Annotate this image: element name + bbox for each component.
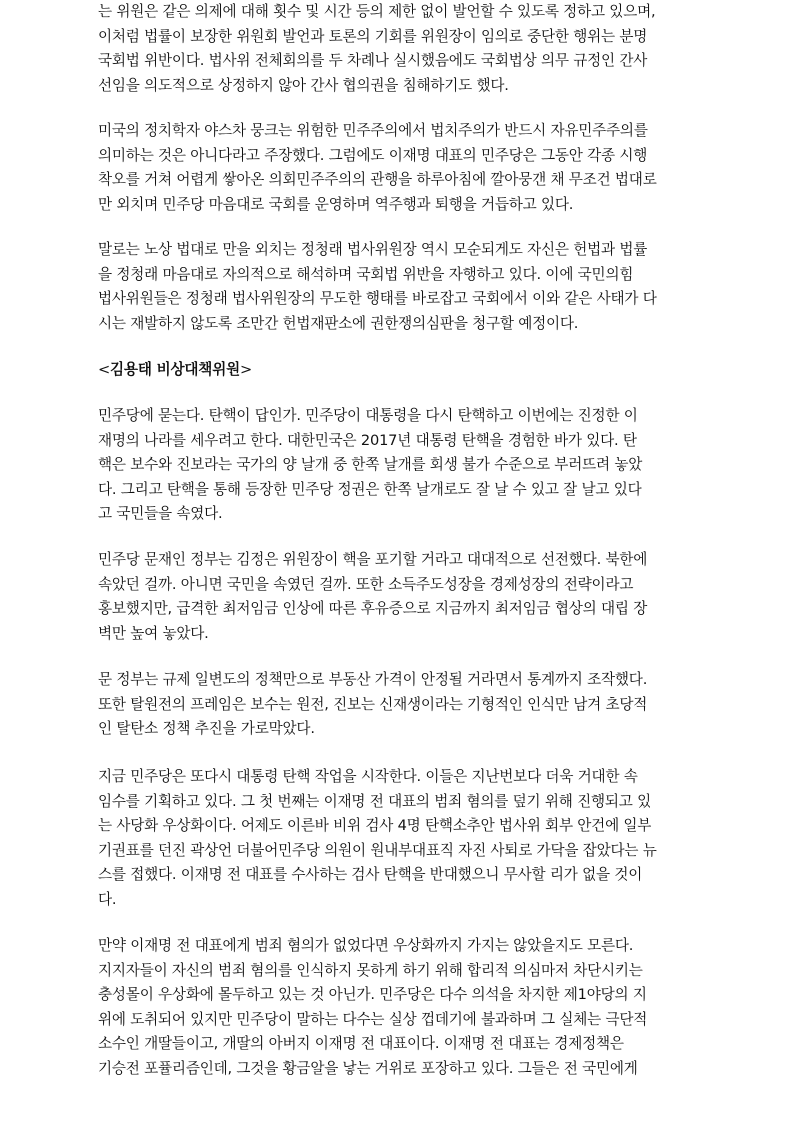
text-line: 소수인 개딸들이고, 개딸의 아버지 이재명 전 대표이다. 이재명 전 대표는 경제정책은 <box>98 1035 624 1053</box>
text-line: 는 위원은 같은 의제에 대해 횟수 및 시간 등의 제한 없이 발언할 수 있도록 정하고 있으며, <box>98 3 656 20</box>
text-line: 국회법 위반이다. 법사위 전체회의를 두 차례나 실시했음에도 국회법상 의무 규정인 간사 <box>98 52 648 70</box>
text-line: 만 외치며 민주당 마음대로 국회를 운영하며 역주행과 퇴행을 거듭하고 있다. <box>98 195 574 213</box>
text-line: 법사위원들은 정청래 법사위원장의 무도한 행태를 바로잡고 국회에서 이와 같은 사태가 다 <box>98 290 657 308</box>
paragraph <box>98 404 642 527</box>
text-line: 민주당에 묻는다. 탄핵이 답인가. 민주당이 대통령을 다시 탄핵하고 이번에는 진정한 이 <box>98 407 638 424</box>
text-line: 재명의 나라를 세우려고 한다. 대한민국은 2017년 대통령 탄핵을 경험한 바가 있다. 탄 <box>98 431 637 449</box>
text-line: 핵은 보수와 진보라는 국가의 양 날개 중 한쪽 날개를 회생 불가 수준으로 부러뜨려 놓았 <box>98 456 643 474</box>
text-line: 의미하는 것은 아니다라고 주장했다. 그럼에도 이재명 대표의 민주당은 그동안 각종 시행 <box>98 146 648 164</box>
text-line: 만약 이재명 전 대표에게 범죄 혐의가 없었다면 우상화까지 가지는 않았을지도 모른다. <box>98 937 634 954</box>
text-line: 말로는 노상 법대로 만을 외치는 정청래 법사위원장 역시 모순되게도 자신은 헌법과 법률 <box>98 241 648 258</box>
section-heading <box>98 358 252 383</box>
text-line: 미국의 정치학자 야스차 뭉크는 위험한 민주주의에서 법치주의가 반드시 자유민주주의를 <box>98 122 648 139</box>
paragraph <box>98 238 657 336</box>
text-line: 임수를 기획하고 있다. 그 첫 번째는 이재명 전 대표의 범죄 혐의를 덮기 위해 진행되고 있 <box>98 792 652 810</box>
text-line: 인 탈탄소 정책 추진을 가로막았다. <box>98 720 315 738</box>
text-line: 기권표를 던진 곽상언 더불어민주당 의원이 원내부대표직 자진 사퇴로 가닥을 잡았다는 뉴 <box>98 841 657 859</box>
text-line: 홍보했지만, 급격한 최저임금 인상에 따른 후유증으로 지금까지 최저임금 협상의 대립 장 <box>98 600 648 618</box>
heading-bracket-open: < <box>98 361 111 378</box>
text-line: 벽만 높여 놓았다. <box>98 624 209 642</box>
text-line: 위에 도취되어 있지만 민주당이 말하는 다수는 실상 껍데기에 불과하며 그 실체는 극단적 <box>98 1010 648 1028</box>
paragraph <box>98 548 647 646</box>
heading-text: 김용태 비상대책위원 <box>110 361 240 378</box>
text-line: 착오를 거쳐 어렵게 쌓아온 의회민주주의의 관행을 하루아침에 깔아뭉갠 채 무조건 법대로 <box>98 171 657 189</box>
paragraph <box>98 119 657 217</box>
text-line: 시는 재발하지 않도록 조만간 헌법재판소에 권한쟁의심판을 청구할 예정이다. <box>98 314 579 332</box>
text-line: 지지자들이 자신의 범죄 혐의를 인식하지 못하게 하기 위해 합리적 의심마저 차단시키는 <box>98 961 643 979</box>
text-line: 다. 그리고 탄핵을 통해 등장한 민주당 정권은 한쪽 날개로도 잘 날 수 있고 잘 날고 있다 <box>98 480 642 498</box>
text-line: 충성몰이 우상화에 몰두하고 있는 것 아닌가. 민주당은 다수 의석을 차지한 제1야당의 지 <box>98 986 647 1004</box>
heading-bracket-close: > <box>240 361 253 378</box>
text-line: 선임을 의도적으로 상정하지 않아 간사 협의권을 침해하기도 했다. <box>98 76 509 94</box>
text-line: 지금 민주당은 또다시 대통령 탄핵 작업을 시작한다. 이들은 지난번보다 더욱 거대한 속 <box>98 768 638 785</box>
text-line: 속았던 걸까. 아니면 국민을 속였던 걸까. 또한 소득주도성장을 경제성장의 전략이라고 <box>98 575 634 593</box>
paragraph <box>98 934 647 1082</box>
text-line: 이처럼 법률이 보장한 위원회 발언과 토론의 기회를 위원장이 임의로 중단한 행위는 분명 <box>98 27 648 45</box>
text-line: 또한 탈원전의 프레임은 보수는 원전, 진보는 신재생이라는 기형적인 인식만 남겨 초당적 <box>98 695 648 713</box>
text-line: 기승전 포퓰리즘인데, 그것을 황금알을 낳는 거위로 포장하고 있다. 그들은 전 국민에게 <box>98 1059 638 1077</box>
text-line: 민주당 문재인 정부는 김정은 위원장이 핵을 포기할 거라고 대대적으로 선전했다. 북한에 <box>98 551 648 568</box>
paragraph <box>98 668 647 742</box>
paragraph <box>98 765 657 913</box>
text-line: 다. <box>98 890 117 908</box>
paragraph <box>98 0 655 98</box>
text-line: 을 정청래 마음대로 자의적으로 해석하며 국회법 위반을 자행하고 있다. 이에 국민의힘 <box>98 265 634 283</box>
text-line: 는 사당화 우상화이다. 어제도 이른바 비위 검사 4명 탄핵소추안 법사위 회부 안건에 일부 <box>98 817 652 835</box>
text-line: 고 국민들을 속였다. <box>98 505 223 523</box>
text-line: 스를 접했다. 이재명 전 대표를 수사하는 검사 탄핵을 반대했으니 무사할 리가 없을 것이 <box>98 866 643 884</box>
text-line: 문 정부는 규제 일변도의 정책만으로 부동산 가격이 안정될 거라면서 통계까지 조작했다. <box>98 671 648 688</box>
